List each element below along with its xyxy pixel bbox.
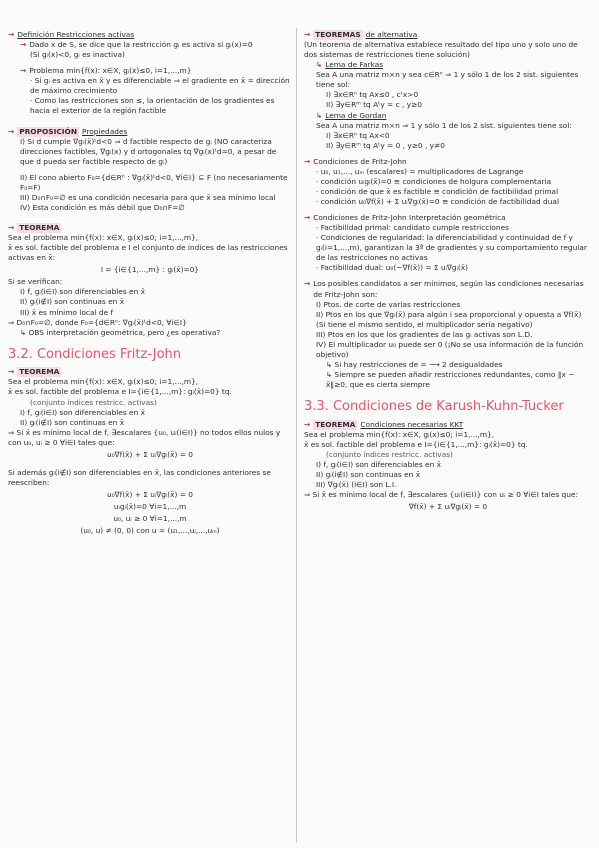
arrow-icon: → (8, 126, 15, 136)
arrow-icon: → (304, 156, 311, 166)
arrow-icon: → (8, 367, 15, 377)
arrow-icon: → (304, 30, 311, 39)
section-title-kkt: 3.3. Condiciones de Karush-Kuhn-Tucker (304, 399, 564, 415)
arrow-icon: → (8, 223, 15, 232)
arrow-icon: → (8, 30, 15, 39)
candidates-heading: → Los posibles candidatos a ser mínimos, según las condiciones necesarias de Fritz-John son: (304, 279, 584, 299)
theorem-heading: → TEOREMA (8, 367, 60, 377)
right-column: → TEOREMAS de alternativa (Un teorema de alternativa establece resultado del tipo uno y solo uno de dos sistemas de restricciones tiene solución) ↳ Lema de Farkas Sea A una matriz m×n y sea c∈Rⁿ ⇒ 1 y sólo 1 de los 2 sist. siguientes tiene sol: I) ∃x∈Rⁿ tq Ax≤0 , cᵗx>0 II) ∃y∈Rᵐ tq Aᵗy = c , y≥0 ↳ Lema de Gordan Sea A una matriz m×n ⇒ 1 y sólo 1 de los 2 sist. siguientes tiene sol: I) ∃x∈Rⁿ tq Ax<0 II) ∃y∈Rᵐ tq Aᵗy = 0 , y≥0 , y≠0 → Condiciones de Fritz-John · u₀, u₁,..., uₘ (escalares) = multiplicadores de Lagrange · condición uᵢgᵢ(x̄)=0 ≡ condiciones de holgura complementaria · condición de que x̄ es factible ≡ condición de factibilidad primal · condición u₀∇f(x̄) + Σ uᵢ∇gᵢ(x̄)=0 ≡ condición de factibilidad dual → Condiciones de Fritz-John Interpretación geométrica · Factibilidad primal: candidato cumple restricciones · Condiciones de regularidad: la diferenciabilidad y continuidad de f y gᵢ(i=1,...,m), garantizan la 3ª de gradientes y su comportamiento regular de las restricciones no activas · Factibilidad dual: u₀(−∇f(x̄)) = Σ uᵢ∇gᵢ(x̄) → Los posibles candidatos a ser mínimos, según las condiciones necesarias de Fritz-John son: I) Ptos. de corte de varias restricciones II) Ptos en los que ∇gᵢ(x̄) para algún i sea proporcional y opuesta a ∇f(x̄) (Si tiene el mismo sentido, el multiplicador sería negativo) III) Ptos en los que los gradientes de las gᵢ activas son L.D. IV) El multiplicador u₀ puede ser 0 (¡No se usa información de la función objetivo) ↳ Si hay restricciones de = ⟶ 2 desigualdades ↳ Siempre se pueden añadir restricciones redundantes, como ‖x − x̄‖≥0, que es cierta siempre 3.3. Condiciones de Karush-Kuhn-Tucker → TEOREMA Condiciones necesarias KKT Sea el problema min{f(x): x∈X, gᵢ(x)≤0; i=1,...,m}, x̄ es sol. factible del problema e I={i∈{1,...,m}: gᵢ(x̄)=0} tq. (conjunto índices restricc. activas) I) f, gᵢ(i∈I) son diferenciables en x̄ II) gᵢ(i∉I) son continuas en x̄ III) ∇gᵢ(x̄) (i∈I) son L.I. ⇒ Si x̄ es mínimo local de f, ∃escalares {uᵢ(i∈I)} con uᵢ ≥ 0 ∀i∈I tales que: ∇f(x̄) + Σ uᵢ∇gᵢ(x̄) = 0 (304, 30, 592, 514)
arrow-icon: ↳ (316, 110, 323, 120)
left-column: → Definición Restricciones activas → Dado x de S, se dice que la restricción gᵢ es activa si gᵢ(x)=0 (Si gᵢ(x)<0, gᵢ es inactiva) → Problema min{f(x): x∈X, gᵢ(x)≤0, i=1,...,m} · Si gᵢ es activa en x̄ y es diferenciable ⇒ el gradiente en x̄ = dirección de máximo crecimiento · Como las restricciones son ≤, la orientación de los gradientes es hacia el exterior de la región factible → PROPOSICIÓN Propiedades I) Si d cumple ∇gᵢ(x̄)ᵗd<0 ⇒ d factible respecto de gᵢ (NO caracteriza direcciones factibles, ∇gᵢ(x) y d ortogonales tq ∇gᵢ(x)ᵗd=0, a pesar de que d pueda ser factible respecto de gᵢ) II) El cono abierto F₀={d∈Rⁿ : ∇gᵢ(x̄)ᵗd<0, ∀i∈I} ⊆ F (no necesariamente F₀=F) III) D₀∩F₀=∅ es una condición necesaria para que x̄ sea mínimo local IV) Esta condición es más débil que D₀∩F=∅ → TEOREMA Sea el problema min{f(x): x∈X, gᵢ(x)≤0; i=1,...,m}, x̄ es sol. factible del problema e I el conjunto de índices de las restricciones activas en x̄: I = {i∈{1,...,m} : gᵢ(x̄)=0} Si se verifican: I) f, gᵢ(i∈I) son diferenciables en x̄ II) gᵢ(i∉I) son continuas en x̄ III) x̄ es mínimo local de f ⇒ D₀∩F₀=∅, donde F₀={d∈Rⁿ: ∇gᵢ(x̄)ᵗd<0, ∀i∈I} ↳ OBS interpretación geométrica, pero ¿es operativa? 3.2. Condiciones Fritz-John → TEOREMA Sea el problema min{f(x): x∈X, gᵢ(x)≤0; i=1,...,m}, x̄ es sol. factible del problema e I={i∈{1,...,m}: gᵢ(x̄)=0} tq. (conjunto índices restricc. activas) I) f, gᵢ(i∈I) son diferenciables en x̄ II) gᵢ(i∉I) son continuas en x̄ ⇒ Si x̄ es mínimo local de f, ∃escalares {u₀, uᵢ(i∈I)} no todos ellos nulos y con u₀, uᵢ ≥ 0 ∀i∈I tales que: u₀∇f(x̄) + Σ uᵢ∇gᵢ(x̄) = 0 Si además gᵢ(i∉I) son diferenciables en x̄, las condiciones anteriores se reescriben: u₀∇f(x̄) + Σ uᵢ∇gᵢ(x̄) = 0 uᵢgᵢ(x̄)=0 ∀i=1,...,m u₀, uᵢ ≥ 0 ∀i=1,...,m (u₀, u) ≠ (0, 0) con u = (u₁,...,uᵢ,...,uₘ) (8, 30, 292, 538)
arrow-icon: → (304, 213, 311, 223)
column-divider (296, 28, 297, 843)
alternative-theorems-heading: → TEOREMAS de alternativa (304, 30, 418, 39)
arrow-icon: → (20, 40, 27, 50)
theorem-heading: → TEOREMA (8, 223, 60, 232)
fritz-john-heading: → Condiciones de Fritz-John (304, 156, 407, 166)
definition-heading: → Definición Restricciones activas (8, 30, 135, 39)
proposition-heading: → PROPOSICIÓN Propiedades (8, 126, 128, 136)
fritz-john-geometric-heading: → Condiciones de Fritz-John Interpretación geométrica (304, 213, 506, 223)
arrow-icon: ↳ (316, 60, 323, 70)
arrow-icon: → (20, 66, 27, 76)
kkt-theorem-heading: → TEOREMA Condiciones necesarias KKT (304, 419, 464, 429)
arrow-icon: → (304, 419, 311, 429)
arrow-icon: → (304, 279, 311, 289)
section-title-fritz-john: 3.2. Condiciones Fritz-John (8, 346, 182, 362)
